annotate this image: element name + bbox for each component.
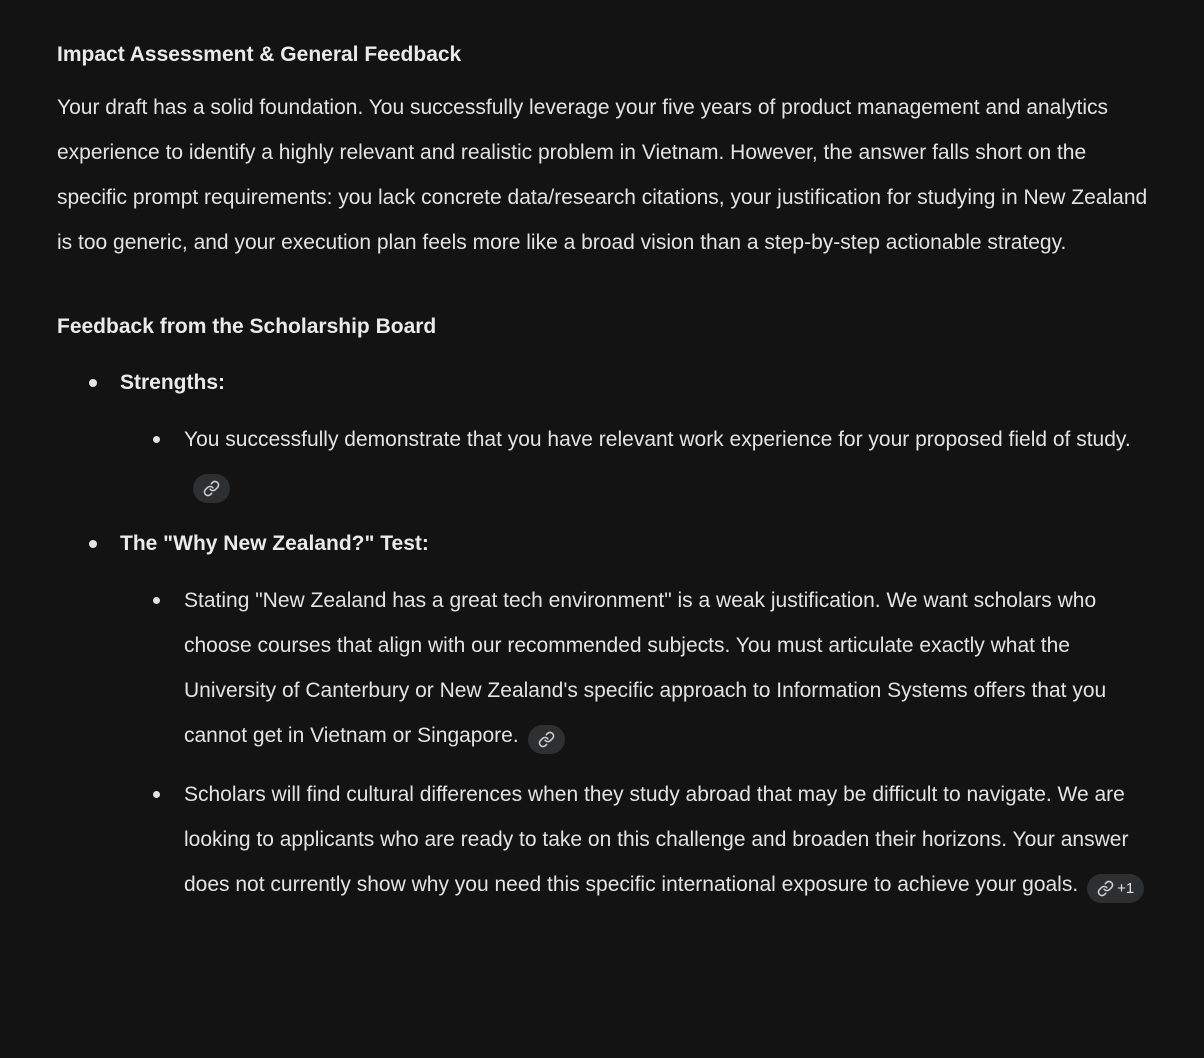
citation-chip[interactable] [193, 474, 230, 503]
heading-feedback-board: Feedback from the Scholarship Board [57, 315, 437, 338]
link-icon [1097, 880, 1114, 897]
list-item [120, 417, 1155, 507]
heading-impact-assessment: Impact Assessment & General Feedback [57, 43, 462, 66]
list-item-why-new-zealand [57, 521, 1155, 907]
link-icon [538, 731, 555, 748]
citation-count: +1 [1117, 880, 1135, 897]
bullet-text: Scholars will find cultural differences when they study abroad that may be difficult to navigate. We are looking to applicants who are ready to take on this challenge and broaden their horizons. Your answer does not currently show why you need this specific international exposure to achieve your goals. [184, 783, 1129, 896]
citation-chip[interactable] [528, 725, 565, 754]
bullet-label-why-new-zealand: The "Why New Zealand?" Test: [120, 532, 429, 555]
citation-chip-multiple[interactable] [1087, 874, 1144, 903]
bullet-label-strengths: Strengths: [120, 371, 225, 394]
feedback-list [57, 360, 1155, 907]
list-item-strengths [57, 360, 1155, 507]
list-item [120, 578, 1155, 758]
strengths-sublist [120, 417, 1155, 507]
bullet-text: Stating "New Zealand has a great tech environment" is a weak justification. We want scholars who choose courses that align with our recommended subjects. You must articulate exactly what the University of Canterbury or New Zealand's specific approach to Information Systems offers that you cannot get in Vietnam or Singapore. [184, 589, 1107, 747]
bullet-text: You successfully demonstrate that you have relevant work experience for your proposed field of study. [184, 428, 1131, 451]
why-nz-sublist [120, 578, 1155, 907]
intro-paragraph: Your draft has a solid foundation. You successfully leverage your five years of product management and analytics experience to identify a highly relevant and realistic problem in Vietnam. However, the answer falls short on the specific prompt requirements: you lack concrete data/research citations, your justification for studying in New Zealand is too generic, and your execution plan feels more like a broad vision than a step-by-step actionable strategy. [57, 96, 1148, 254]
link-icon [203, 480, 220, 497]
list-item [120, 772, 1155, 907]
